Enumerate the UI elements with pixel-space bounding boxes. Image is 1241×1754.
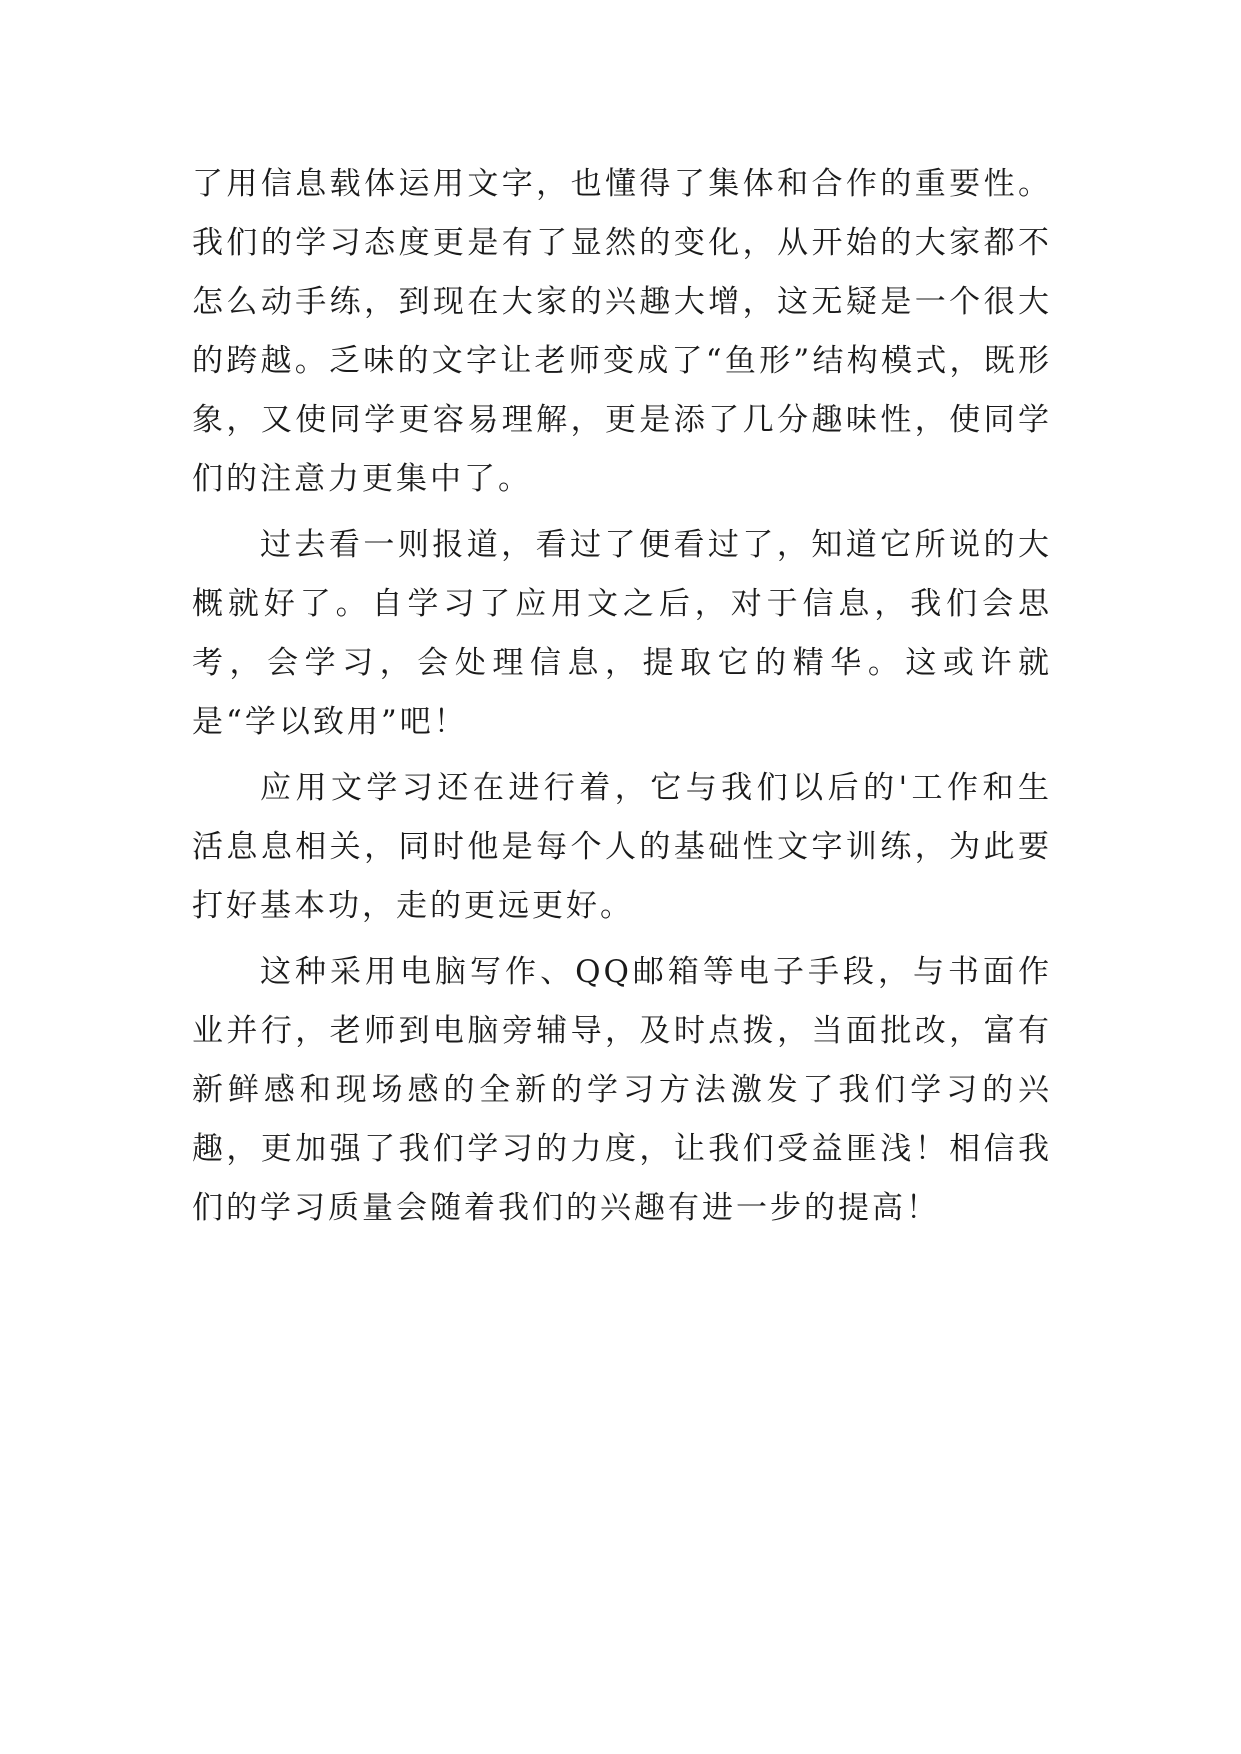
paragraph: 应用文学习还在进行着，它与我们以后的'工作和生活息息相关，同时他是每个人的基础性文字训练，为此要打好基本功，走的更远更好。 bbox=[192, 770, 1052, 924]
document-body bbox=[192, 155, 1052, 1245]
paragraph: 这种采用电脑写作、QQ邮箱等电子手段，与书面作业并行，老师到电脑旁辅导，及时点拨，当面批改，富有新鲜感和现场感的全新的学习方法激发了我们学习的兴趣，更加强了我们学习的力度，让我们受益匪浅！相信我们的学习质量会随着我们的兴趣有进一步的提高！ bbox=[192, 954, 1052, 1226]
paragraph-continued: 了用信息载体运用文字，也懂得了集体和合作的重要性。我们的学习态度更是有了显然的变化，从开始的大家都不怎么动手练，到现在大家的兴趣大增，这无疑是一个很大的跨越。乏味的文字让老师变成了“鱼形”结构模式，既形象，又使同学更容易理解，更是添了几分趣味性，使同学们的注意力更集中了。 bbox=[192, 166, 1052, 497]
paragraph: 过去看一则报道，看过了便看过了，知道它所说的大概就好了。自学习了应用文之后，对于信息，我们会思考，会学习，会处理信息，提取它的精华。这或许就是“学以致用”吧！ bbox=[192, 527, 1052, 740]
